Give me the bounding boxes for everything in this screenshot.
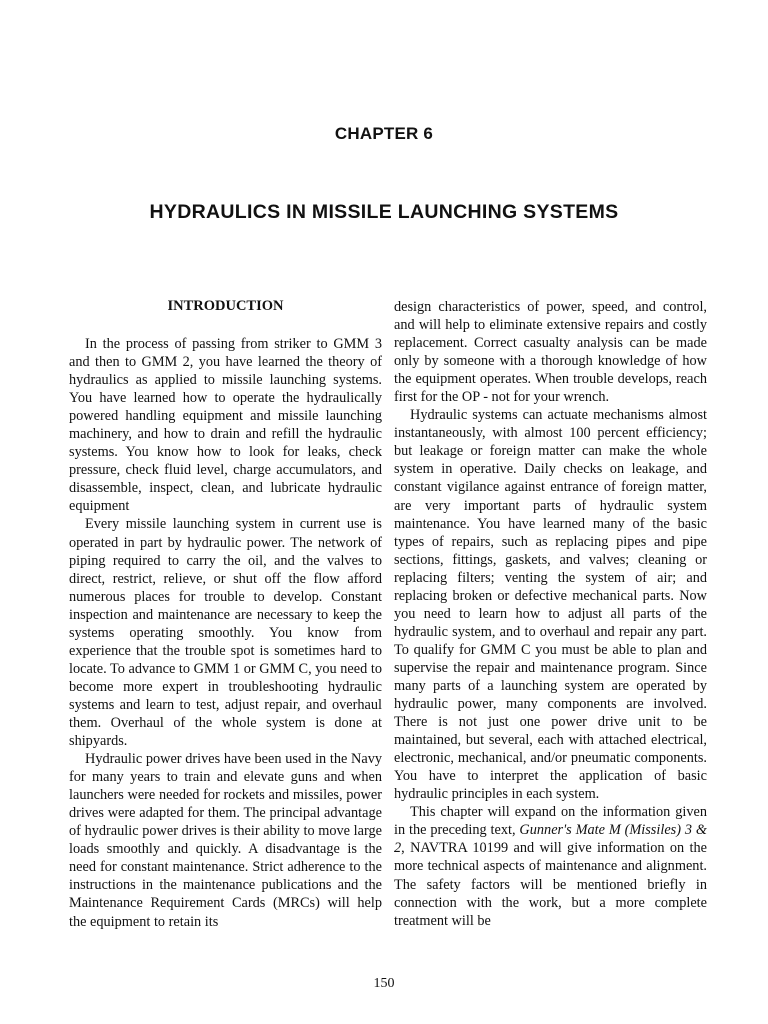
paragraph: Hydraulic power drives have been used in the Navy for many years to train and elevate guns and when launchers were needed for rockets and missiles, power drives were adapted for them. The principal advantage of hydraulic power drives is their ability to move large loads smoothly and quickly. A disadvantage is the need for constant maintenance. Strict adherence to the instructions in the maintenance publications and the Maintenance Requirement Cards (MRCs) will help the equipment to retain its	[69, 751, 382, 930]
paragraph: Every missile launching system in current use is operated in part by hydraulic power. The network of piping required to carry the oil, and the valves to direct, restrict, relieve, or shut off the flow afford numerous places for trouble to develop. Constant inspection and maintenance are necessary to keep the systems operating smoothly. You know from experience that the trouble spot is sometimes hard to locate. To advance to GMM 1 or GMM C, you need to become more expert in troubleshooting hydraulic systems and learn to test, adjust repair, and overhaul them. Overhaul of the whole system is done at shipyards.	[69, 516, 382, 750]
chapter-title: HYDRAULICS IN MISSILE LAUNCHING SYSTEMS	[149, 201, 619, 223]
chapter-label: CHAPTER 6	[334, 124, 434, 143]
reference-title: Gunner's Mate M (Missiles) 3 & 2	[394, 822, 707, 857]
paragraph-text: , NAVTRA 10199 and will give information on the more technical aspects of maintenance and alignment. The safety factors will be mentioned briefly in connection with the work, but a more complete treatment will be	[394, 840, 707, 929]
paragraph: In the process of passing from striker to GMM 3 and then to GMM 2, you have learned the theory of hydraulics as applied to missile launching systems. You have learned how to operate the hydraulically powered handling equipment and missile launching machinery, and how to drain and refill the hydraulic systems. You know how to look for leaks, check pressure, check fluid level, charge accumulators, and disassemble, inspect, clean, and lubricate hydraulic equipment	[69, 336, 382, 515]
paragraph: design characteristics of power, speed, and control, and will help to eliminate extensive repairs and costly replacement. Correct casualty analysis can be made only by someone with a thorough knowledge of how the equipment operates. When trouble develops, reach first for the OP - not for your wrench.	[394, 299, 707, 406]
paragraph: Hydraulic systems can actuate mechanisms almost instantaneously, with almost 100 percent efficiency; but leakage or foreign matter can make the whole system in operative. Daily checks on leakage, and constant vigilance against entrance of foreign matter, are very important parts of hydraulic system maintenance. You have learned many of the basic types of repairs, such as replacing pipes and pipe sections, fittings, gaskets, and valves; cleaning or replacing filters; venting the system of air; and replacing broken or defective mechanical parts. Now you need to learn how to adjust all parts of the hydraulic system, and to overhaul and repair any part. To qualify for GMM C you must be able to plan and supervise the repair and maintenance program. Since many parts of a launching system are operated by hydraulic power, many components are involved. There is not just one power drive unit to be maintained, but several, each with attached electrical, electronic, mechanical, and/or pneumatic components. You have to interpret the application of basic hydraulic principles in each system.	[394, 407, 707, 803]
paragraph-with-reference	[394, 803, 707, 929]
paragraph-text: This chapter will expand on the information given in the preceding text,	[394, 804, 707, 839]
section-heading: INTRODUCTION	[167, 298, 284, 314]
page-number: 150	[373, 976, 395, 991]
right-column	[394, 298, 707, 930]
left-column	[69, 297, 382, 931]
